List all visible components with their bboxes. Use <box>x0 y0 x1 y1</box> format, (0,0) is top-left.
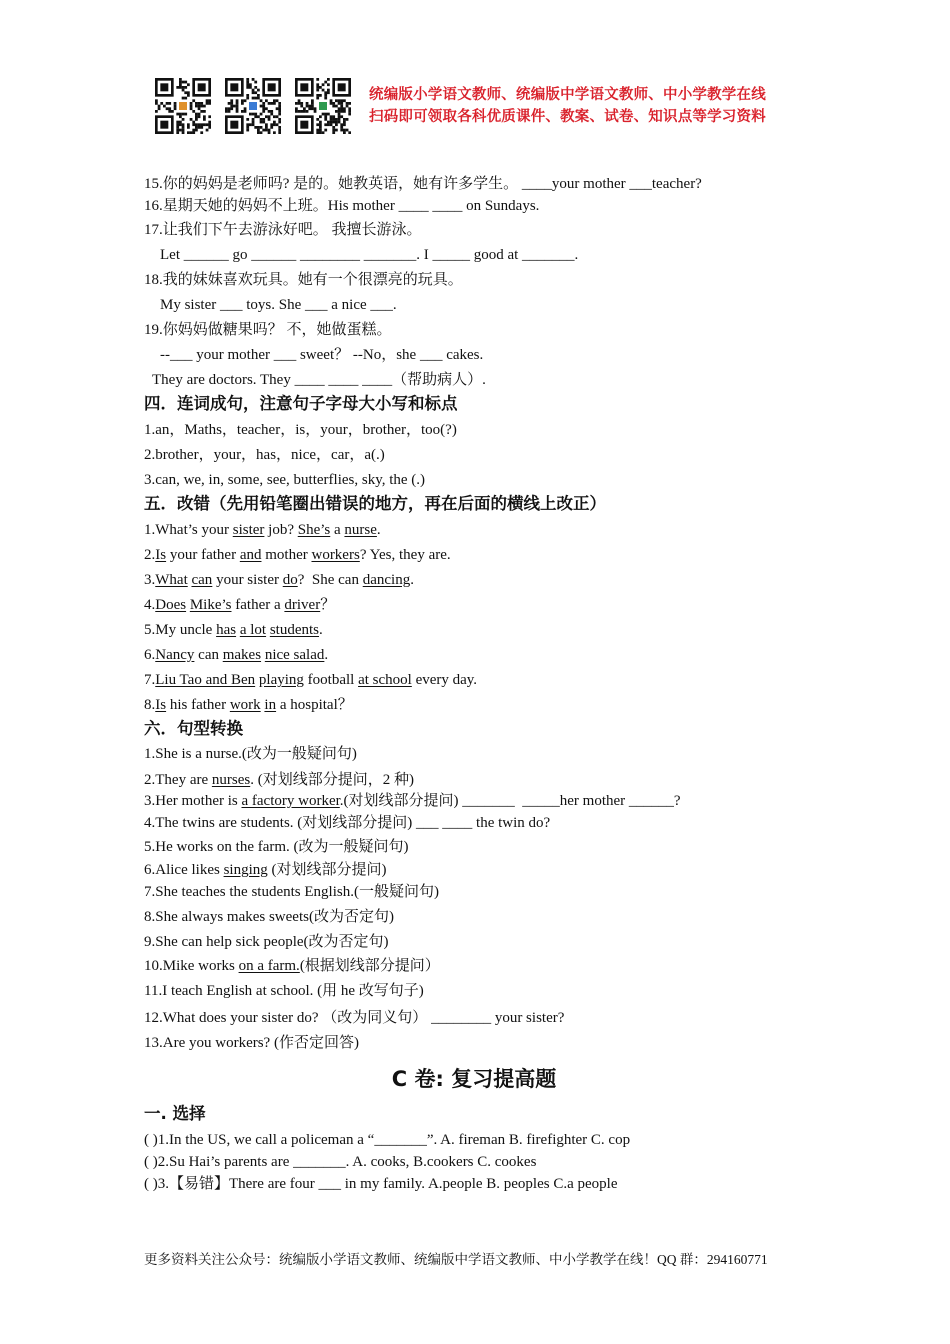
promo-text <box>369 84 839 128</box>
section-4-item-2: 2.brother，your，has，nice，car，a(.) <box>144 447 385 463</box>
question-18-prompt: 18.我的妹妹喜欢玩具。她有一个很漂亮的玩具。 <box>144 272 463 288</box>
section-6-title: 六．句型转换 <box>144 719 243 738</box>
correction-item-7: 7.Liu Tao and Ben playing football at school every day. <box>144 672 478 688</box>
transform-item-12: 12.What does your sister do? （改为同义句） ________ your sister? <box>144 1008 565 1026</box>
correction-item-3: 3.What can your sister do? She can dancing. <box>144 572 414 588</box>
question-20: They are doctors. They ____ ____ ____（帮助病人）. <box>152 372 486 388</box>
transform-item-13: 13.Are you workers? (作否定回答) <box>144 1033 359 1051</box>
question-15: 15.你的妈妈是老师吗? 是的。她教英语，她有许多学生。 ____your mother ___teacher? <box>144 176 702 192</box>
correction-item-1: 1.What’s your sister job? She’s a nurse. <box>144 522 381 538</box>
qr-code-icon <box>295 78 351 134</box>
section-5-title: 五．改错（先用铅笔圈出错误的地方，再在后面的横线上改正） <box>144 494 606 513</box>
header-banner <box>155 78 855 138</box>
transform-item-10: 10.Mike works on a farm.(根据划线部分提问） <box>144 958 440 974</box>
question-19-blanks: --___ your mother ___ sweet？ --No，she ___ cakes. <box>160 347 484 363</box>
transform-item-9: 9.She can help sick people(改为否定句) <box>144 934 389 950</box>
transform-item-7: 7.She teaches the students English.(一般疑问句) <box>144 884 439 900</box>
transform-item-1: 1.She is a nurse.(改为一般疑问句) <box>144 746 357 762</box>
question-16: 16.星期天她的妈妈不上班。His mother ____ ____ on Sundays. <box>144 198 540 214</box>
transform-item-6: 6.Alice likes singing (对划线部分提问) <box>144 862 387 878</box>
footer-note: 更多资料关注公众号：统编版小学语文教师、统编版中学语文教师、中小学教学在线！QQ 群：294160771 <box>144 1252 768 1267</box>
section-4-item-3: 3.can, we, in, some, see, butterflies, sky, the (.) <box>144 472 426 488</box>
section-4-title: 四．连词成句，注意句子字母大小写和标点 <box>144 394 458 413</box>
correction-item-4: 4.Does Mike’s father a driver？ <box>144 597 336 613</box>
transform-item-4: 4.The twins are students. (对划线部分提问) ___ ____ the twin do? <box>144 815 551 831</box>
section-c-title: C 卷: 复习提高题 <box>391 1067 557 1091</box>
transform-item-5: 5.He works on the farm. (改为一般疑问句) <box>144 839 409 855</box>
question-17-prompt: 17.让我们下午去游泳好吧。 我擅长游泳。 <box>144 222 422 238</box>
section-4-item-1: 1.an，Maths，teacher，is，your，brother，too(?) <box>144 422 457 438</box>
transform-item-2: 2.They are nurses. (对划线部分提问，2 种) <box>144 770 414 788</box>
question-17-blanks: Let ______ go ______ ________ _______. I _____ good at _______. <box>160 247 579 263</box>
choice-question-3: ( )3.【易错】There are four ___ in my family. A.people B. peoples C.a people <box>144 1176 618 1192</box>
choice-question-2: ( )2.Su Hai’s parents are _______. A. cooks, B.cookers C. cookes <box>144 1154 537 1170</box>
promo-line-1: 统编版小学语文教师、统编版中学语文教师、中小学教学在线 <box>369 87 766 103</box>
correction-item-2: 2.Is your father and mother workers? Yes, they are. <box>144 547 451 563</box>
transform-item-11: 11.I teach English at school. (用 he 改写句子) <box>144 983 424 999</box>
promo-line-2: 扫码即可领取各科优质课件、教案、试卷、知识点等学习资料 <box>369 109 766 125</box>
correction-item-5: 5.My uncle has a lot students. <box>144 622 323 638</box>
correction-item-6: 6.Nancy can makes nice salad. <box>144 647 329 663</box>
transform-item-3: 3.Her mother is a factory worker.(对划线部分提问) _______ _____her mother ______? <box>144 793 681 809</box>
choice-question-1: ( )1.In the US, we call a policeman a “_______”. A. fireman B. firefighter C. cop <box>144 1132 631 1148</box>
correction-item-8: 8.Is his father work in a hospital？ <box>144 697 353 713</box>
section-c1-title: 一. 选择 <box>144 1104 206 1123</box>
question-18-blanks: My sister ___ toys. She ___ a nice ___. <box>160 297 397 313</box>
qr-code-icon <box>225 78 281 134</box>
transform-item-8: 8.She always makes sweets(改为否定句) <box>144 909 394 925</box>
question-19-prompt: 19.你妈妈做糖果吗？ 不，她做蛋糕。 <box>144 322 392 338</box>
qr-code-icon <box>155 78 211 134</box>
